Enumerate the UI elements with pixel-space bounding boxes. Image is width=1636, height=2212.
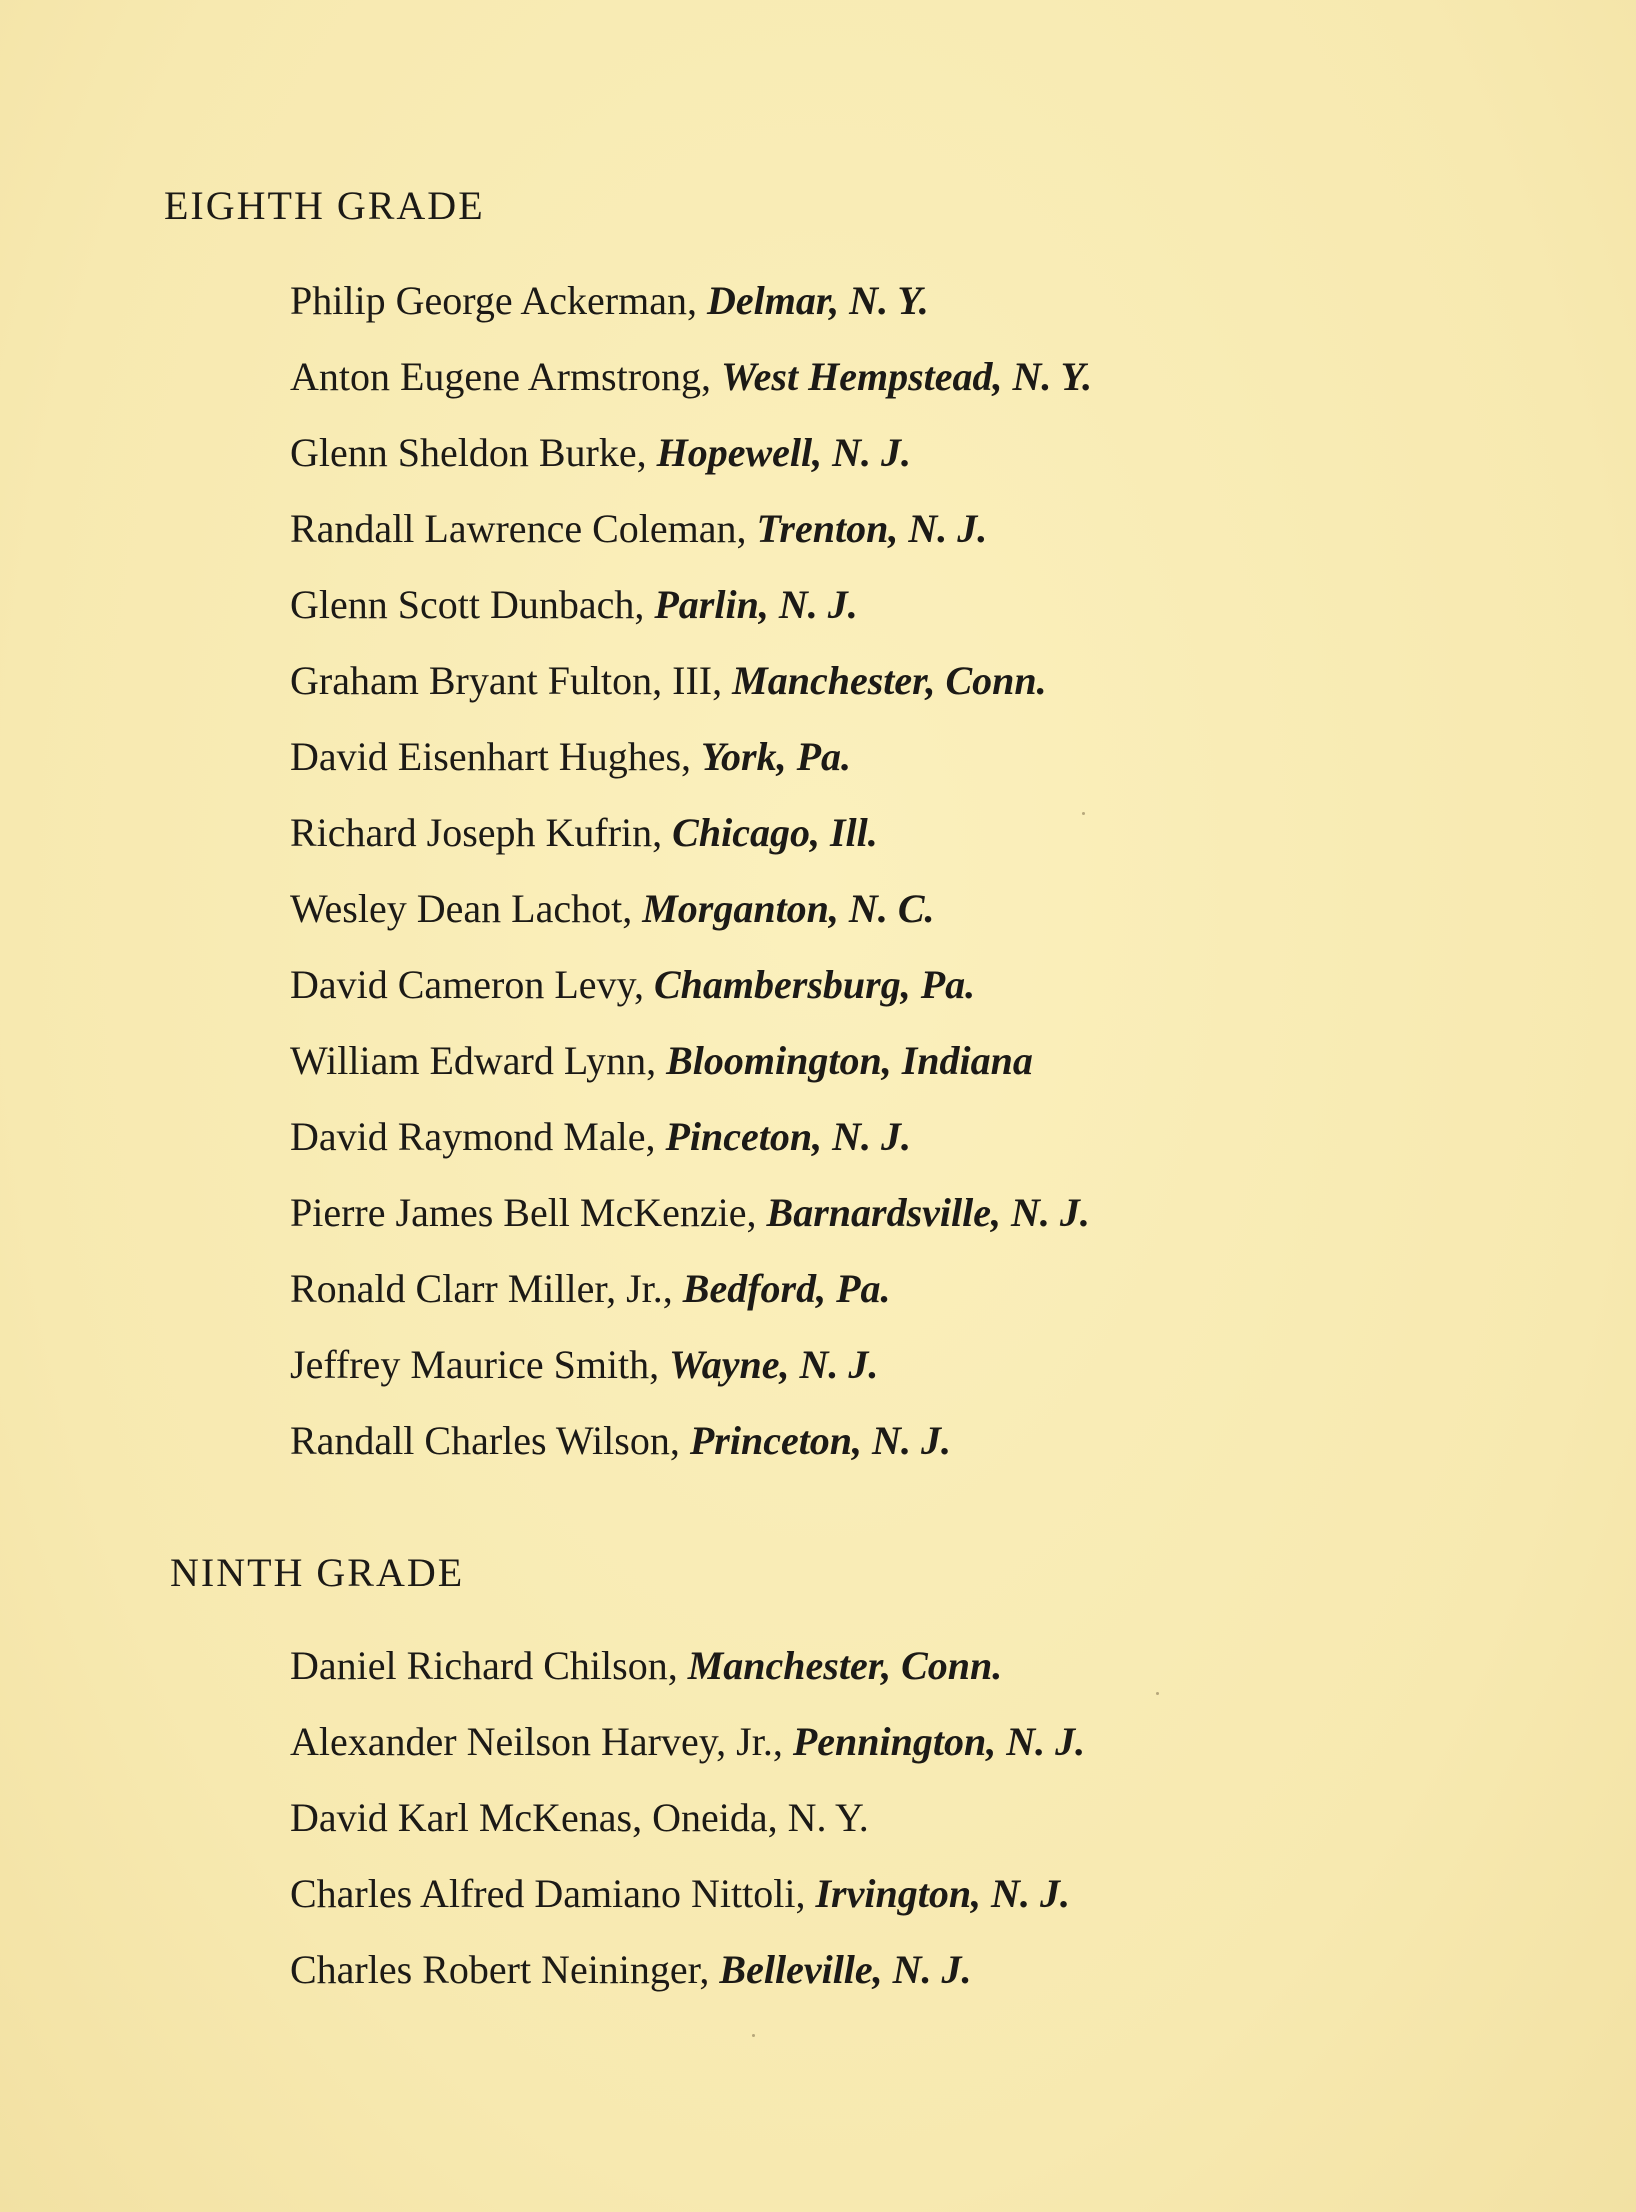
paper-speck — [752, 2034, 755, 2037]
student-name: Anton Eugene Armstrong, — [290, 354, 722, 399]
student-hometown: Wayne, N. J. — [669, 1342, 879, 1387]
student-entry — [290, 1946, 1085, 2022]
student-name: Graham Bryant Fulton, III, — [290, 658, 733, 703]
student-name: David Cameron Levy, — [290, 962, 654, 1007]
student-name: Randall Charles Wilson, — [290, 1418, 690, 1463]
student-entry — [290, 581, 1092, 657]
student-hometown: West Hempstead, N. Y. — [721, 354, 1093, 399]
student-entry — [290, 657, 1092, 733]
student-entry — [290, 277, 1092, 353]
student-entry — [290, 1037, 1092, 1113]
student-name: Charles Alfred Damiano Nittoli, — [290, 1871, 816, 1916]
student-name: Ronald Clarr Miller, Jr., — [290, 1266, 683, 1311]
paper-speck — [1156, 1692, 1159, 1695]
ninth-grade-heading: NINTH GRADE — [170, 1550, 465, 1595]
student-name: David Eisenhart Hughes, — [290, 734, 702, 779]
student-name: Jeffrey Maurice Smith, — [290, 1342, 670, 1387]
eighth-grade-student-list — [290, 277, 1092, 1493]
student-name: Glenn Scott Dunbach, — [290, 582, 655, 627]
student-hometown: Bloomington, Indiana — [666, 1038, 1033, 1083]
ninth-grade-student-list — [290, 1642, 1085, 2022]
student-entry — [290, 505, 1092, 581]
student-entry — [290, 885, 1092, 961]
student-name: Richard Joseph Kufrin, — [290, 810, 673, 855]
student-hometown: Princeton, N. J. — [689, 1418, 951, 1463]
student-hometown: Irvington, N. J. — [815, 1871, 1070, 1916]
student-entry — [290, 429, 1092, 505]
student-entry — [290, 1113, 1092, 1189]
student-entry — [290, 1417, 1092, 1493]
student-name: Wesley Dean Lachot, — [290, 886, 643, 931]
eighth-grade-heading: EIGHTH GRADE — [164, 183, 485, 228]
student-name: Daniel Richard Chilson, — [290, 1643, 688, 1688]
student-name: David Karl McKenas, — [290, 1795, 653, 1840]
student-entry — [290, 1265, 1092, 1341]
student-entry — [290, 1642, 1085, 1718]
student-name: Philip George Ackerman, — [290, 278, 707, 323]
student-entry — [290, 809, 1092, 885]
student-hometown: Chicago, Ill. — [672, 810, 878, 855]
student-hometown: Bedford, Pa. — [682, 1266, 891, 1311]
student-name: David Raymond Male, — [290, 1114, 666, 1159]
student-hometown: Trenton, N. J. — [756, 506, 988, 551]
student-entry — [290, 733, 1092, 809]
student-hometown: Pinceton, N. J. — [665, 1114, 912, 1159]
student-name: Charles Robert Neininger, — [290, 1947, 720, 1992]
paper-speck — [1082, 812, 1085, 815]
student-hometown: Manchester, Conn. — [687, 1643, 1003, 1688]
student-entry — [290, 1189, 1092, 1265]
student-hometown: York, Pa. — [701, 734, 852, 779]
student-hometown: Oneida, N. Y. — [652, 1795, 869, 1840]
student-name: Pierre James Bell McKenzie, — [290, 1190, 767, 1235]
student-hometown: Pennington, N. J. — [792, 1719, 1086, 1764]
student-name: Randall Lawrence Coleman, — [290, 506, 757, 551]
student-hometown: Morganton, N. C. — [642, 886, 935, 931]
student-name: Alexander Neilson Harvey, Jr., — [290, 1719, 793, 1764]
student-hometown: Manchester, Conn. — [732, 658, 1047, 703]
student-hometown: Parlin, N. J. — [654, 582, 858, 627]
student-name: William Edward Lynn, — [290, 1038, 667, 1083]
student-entry — [290, 353, 1092, 429]
student-hometown: Belleville, N. J. — [719, 1947, 972, 1992]
student-entry — [290, 1794, 1085, 1870]
student-name: Glenn Sheldon Burke, — [290, 430, 657, 475]
student-entry — [290, 1341, 1092, 1417]
student-hometown: Chambersburg, Pa. — [653, 962, 976, 1007]
student-entry — [290, 961, 1092, 1037]
student-hometown: Barnardsville, N. J. — [766, 1190, 1090, 1235]
student-entry — [290, 1870, 1085, 1946]
student-hometown: Hopewell, N. J. — [656, 430, 912, 475]
student-entry — [290, 1718, 1085, 1794]
student-hometown: Delmar, N. Y. — [706, 278, 929, 323]
